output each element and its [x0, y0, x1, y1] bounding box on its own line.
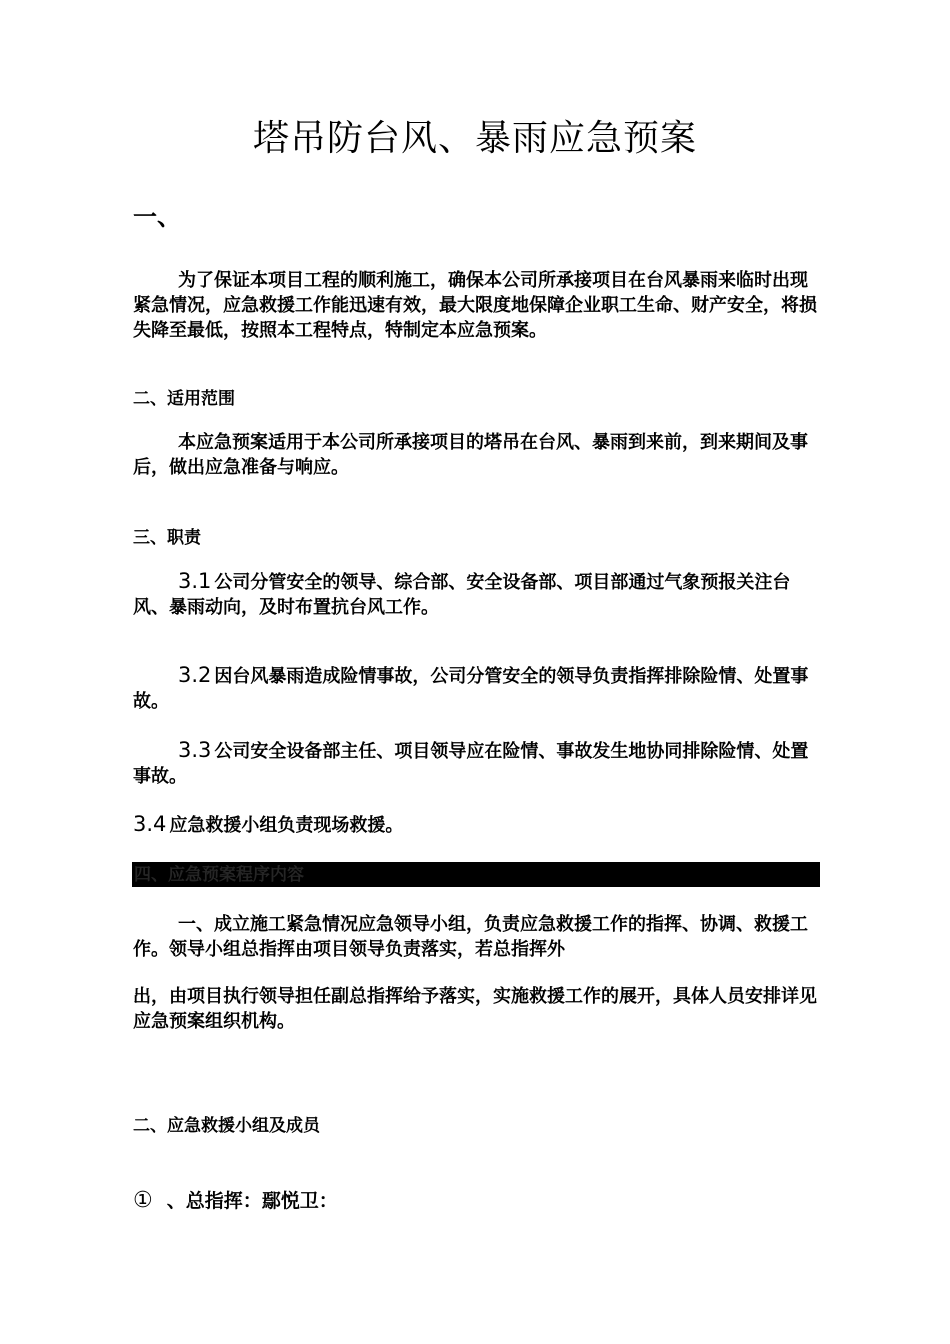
duty-text: 应急救援小组负责现场救援。 — [169, 815, 404, 836]
duty-text: 因台风暴雨造成险情事故，公司分管安全的领导负责指挥排除险情、处置事故。 — [133, 666, 809, 712]
circled-number-marker: ① — [133, 1188, 153, 1213]
duty-item — [133, 812, 823, 838]
duty-item — [133, 663, 823, 714]
section-one-heading: 一、 — [133, 203, 181, 231]
duty-number: 3.2 — [178, 663, 212, 687]
duty-number: 3.1 — [178, 569, 212, 593]
rescue-group-heading: 二、应急救援小组及成员 — [133, 1116, 320, 1136]
duty-text: 公司安全设备部主任、项目领导应在险情、事故发生地协同排除险情、处置事故。 — [133, 741, 809, 787]
duty-number: 3.3 — [178, 738, 212, 762]
commander-line — [133, 1186, 338, 1213]
procedure-paragraph: 一、成立施工紧急情况应急领导小组，负责应急救援工作的指挥、协调、救援工作。领导小组总指挥由项目领导负责落实，若总指挥外 — [133, 914, 808, 960]
commander-label: 、总指挥：鄢悦卫： — [166, 1190, 338, 1212]
purpose-paragraph: 为了保证本项目工程的顺利施工，确保本公司所承接项目在台风暴雨来临时出现紧急情况，应急救援工作能迅速有效，最大限度地保障企业职工生命、财产安全，将损失降至最低，按照本工程特点，特制定本应急预案。 — [133, 270, 817, 341]
document-title: 塔吊防台风、暴雨应急预案 — [252, 118, 697, 159]
duty-item — [133, 738, 823, 789]
duty-text: 公司分管安全的领导、综合部、安全设备部、项目部通过气象预报关注台风、暴雨动向，及时布置抗台风工作。 — [133, 572, 791, 618]
duty-number: 3.4 — [133, 812, 167, 836]
section-two-heading: 二、适用范围 — [133, 389, 235, 409]
duty-item — [133, 569, 823, 620]
section-four-heading: 四、应急预案程序内容 — [132, 862, 820, 887]
section-three-heading: 三、职责 — [133, 528, 201, 548]
procedure-paragraph-continued: 出，由项目执行领导担任副总指挥给予落实，实施救援工作的展开，具体人员安排详见应急预案组织机构。 — [133, 986, 817, 1032]
scope-paragraph: 本应急预案适用于本公司所承接项目的塔吊在台风、暴雨到来前，到来期间及事后，做出应急准备与响应。 — [133, 432, 808, 478]
